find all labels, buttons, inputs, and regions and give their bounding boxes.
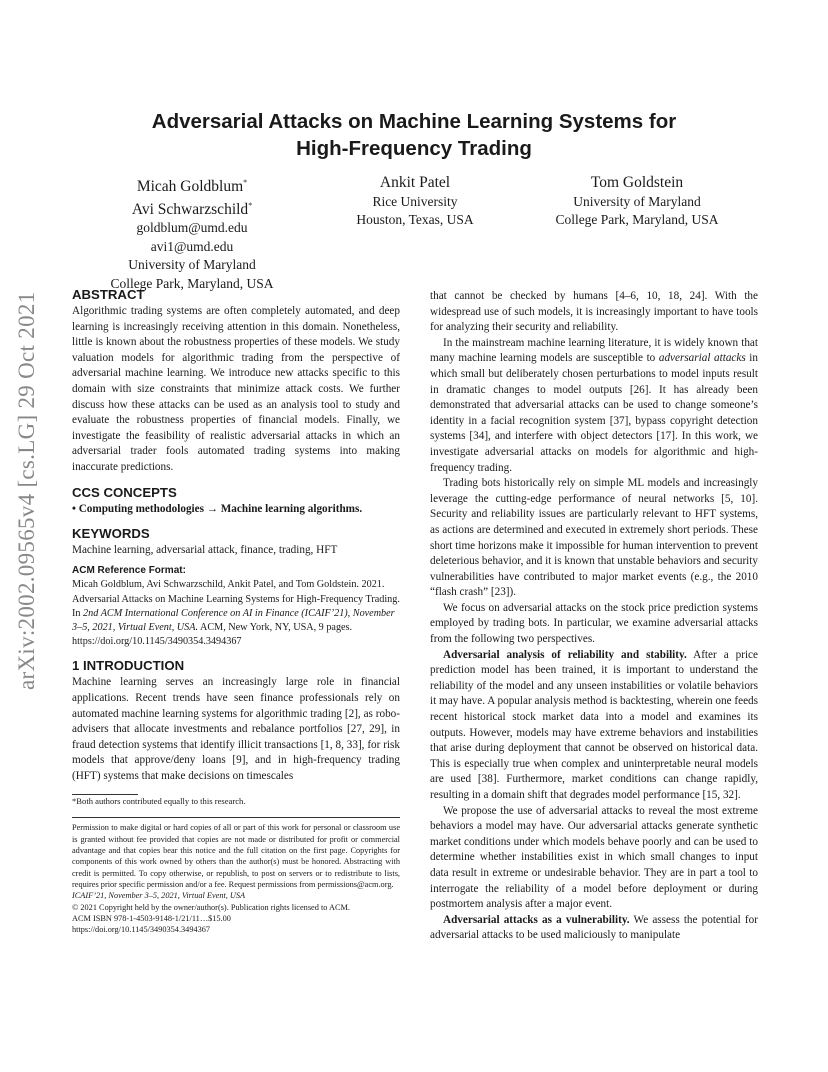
- footnote-text: *Both authors contributed equally to this research.: [72, 796, 246, 807]
- paragraph-heading-vulnerability: Adversarial attacks as a vulnerability.: [443, 913, 630, 926]
- intro-paragraph-2-b: in which small but deliberately chosen perturbations to model inputs result in dramatic changes to model outputs [26]. It has already been demonstrated that adversarial attacks can be used to change someone’s identity in a facial recognition system [37], bypass copyright detection systems [34], and interfere with object detectors [17]. In this work, we investigate adversarial attacks on models for algorithmic and high-frequency trading.: [430, 352, 759, 474]
- intro-paragraph-7: [430, 913, 758, 944]
- author-name: Tom Goldstein: [590, 174, 684, 191]
- ccs-text: • Computing methodologies → Machine learning algorithms.: [72, 502, 363, 515]
- author-block-patel: [322, 174, 508, 230]
- acm-reference-part-1: Micah Goldblum, Avi Schwarzschild, Ankit Patel, and Tom Goldstein. 2021. Adversarial Attacks on Machine Learning Systems for High-Frequency Trading. In: [72, 579, 400, 619]
- author-email: avi1@umd.edu: [150, 238, 234, 254]
- intro-paragraph-6: We propose the use of adversarial attacks to reveal the most extreme behaviors a model may have. Our adversarial attacks generate synthetic market conditions under which models behave poorly and can be used to determine whether instabilities exist in which small changes to input data result in extreme or undesirable behavior. They are in part a tool to interrogate the reliability of a model before deployment or during postmortem analysis after a major event.: [430, 804, 758, 911]
- author-affiliation: University of Maryland: [573, 193, 701, 209]
- author-block-goldblum-schwarzschild: [92, 174, 292, 293]
- paragraph-heading-reliability: Adversarial analysis of reliability and stability.: [443, 648, 687, 661]
- arxiv-identifier: [14, 290, 54, 690]
- permission-venue: ICAIF’21, November 3–5, 2021, Virtual Event, USA: [72, 891, 246, 901]
- abstract-heading: ABSTRACT: [72, 287, 145, 302]
- author-location: College Park, Maryland, USA: [555, 212, 719, 227]
- intro-paragraph-7-text: We assess the potential for adversarial attacks to be used maliciously to manipulate: [430, 913, 758, 942]
- keywords-heading: KEYWORDS: [72, 526, 150, 542]
- keywords-text: Machine learning, adversarial attack, finance, trading, HFT: [72, 544, 338, 557]
- intro-paragraph-2: [430, 336, 758, 476]
- permission-isbn: ACM ISBN 978-1-4503-9148-1/21/11…$15.00: [72, 913, 231, 923]
- permission-rule: [72, 817, 400, 818]
- title-line-2: High-Frequency Trading: [296, 137, 532, 160]
- author-name: Micah Goldblum*: [136, 178, 248, 195]
- acm-reference-heading: ACM Reference Format:: [72, 564, 186, 576]
- acm-reference-part-2: ACM, New York, NY, USA, 9 pages. https://doi.org/10.1145/3490354.3494367: [72, 621, 353, 648]
- author-block-goldstein: [530, 174, 744, 230]
- equal-contribution-mark: *: [248, 200, 253, 210]
- permission-copyright: © 2021 Copyright held by the owner/author(s). Publication rights licensed to ACM.: [72, 902, 350, 912]
- introduction-text: Machine learning serves an increasingly large role in financial applications. Recent trends have seen finance professionals rely on automated machine learning systems for algorithmic trading [2], as robo-advisers that allocate investments and rebalance portfolios [27, 29], in fraud detection systems that identify illicit transactions [1, 8, 33], for risk models that approve/deny loans [9], and in high-frequency trading (HFT) systems that make decisions on timescales: [72, 676, 400, 782]
- permission-doi: https://doi.org/10.1145/3490354.3494367: [72, 925, 211, 935]
- author-affiliation: University of Maryland: [128, 257, 256, 272]
- title-line-1: Adversarial Attacks on Machine Learning Systems for: [151, 110, 677, 133]
- permission-text: Permission to make digital or hard copies of all or part of this work for personal or classroom use is granted without fee provided that copies are not made or distributed for profit or commercial advantage and that copies bear this notice and the full citation on the first page. Copyrights for components of this work owned by others than the author(s) must be honored. Abstracting with credit is permitted. To copy otherwise, or republish, to post on servers or to redistribute to lists, requires prior specific permission and/or a fee. Request permissions from permissions@acm.org.: [72, 823, 400, 889]
- permission-block: [72, 822, 400, 935]
- acm-reference-venue: 2nd ACM International Conference on AI in Finance (ICAIF’21), November 3–5, 2021, Virtual Event, USA.: [72, 607, 395, 633]
- author-affiliation: Rice University: [372, 193, 458, 209]
- right-column: [430, 289, 758, 944]
- author-email: goldblum@umd.edu: [136, 220, 248, 235]
- acm-reference-text: [72, 578, 400, 649]
- equal-contribution-mark: *: [243, 178, 248, 187]
- intro-paragraph-1: that cannot be checked by humans [4–6, 10, 18, 24]. With the widespread use of such models, it is increasingly important to have tools for analyzing their security and reliability.: [430, 290, 758, 334]
- intro-paragraph-5-text: After a price prediction model has been trained, it is important to understand the reliability of the model and any unseen instabilities or volatile behaviors it may have. A popular analysis method is backtesting, wherein one feeds recent historical stock market data into a model and examines its outputs. However, models may have extreme behaviors and instabilities that arise during deployment that cannot be observed on historical data. This is especially true when complex and uninterpretable neural models are used [38]. Furthermore, market conditions can change rapidly, resulting in a domain shift that degrades model performance [15, 32].: [430, 648, 758, 801]
- intro-paragraph-3: Trading bots historically rely on simple ML models and increasingly leverage the cutting-edge performance of neural networks [5, 10]. Security and reliability issues are particularly relevant to HFT systems, as actions are determined and executed in extremely short periods. These short time horizons make it impossible for human intervention to prevent deleterious behavior, and it is known that unstable behaviors and security vulnerabilities have contributed to major market events (e.g., the 2010 “flash crash” [23]).: [430, 477, 758, 599]
- author-location: College Park, Maryland, USA: [110, 275, 274, 291]
- arxiv-identifier-text: arXiv:2002.09565v4 [cs.LG] 29 Oct 2021: [14, 291, 39, 690]
- left-column: [72, 286, 400, 935]
- paper-title: [72, 108, 756, 162]
- intro-paragraph-2-a: In the mainstream machine learning literature, it is widely known that many machine learning models are susceptible to: [430, 336, 758, 365]
- abstract-text: Algorithmic trading systems are often completely automated, and deep learning is increasingly receiving attention in this domain. Nonetheless, little is known about the robustness properties of these models. We study valuation models for algorithmic trading from the perspective of adversarial machine learning. We introduce new attacks specific to this domain with size constraints that minimize attack costs. We further discuss how these attacks can be used as an analysis tool to study and evaluate the robustness properties of financial models. Finally, we investigate the feasibility of realistic adversarial attacks in which an adversarial trader fools automated trading systems into making inaccurate predictions.: [72, 305, 400, 473]
- ccs-heading: CCS CONCEPTS: [72, 484, 177, 500]
- author-name: Ankit Patel: [379, 174, 451, 191]
- author-location: Houston, Texas, USA: [356, 212, 474, 227]
- intro-paragraph-5: [430, 648, 758, 804]
- intro-paragraph-4: We focus on adversarial attacks on the stock price prediction systems employed by trading bots. In particular, we examine adversarial attacks from the following two perspectives.: [430, 601, 758, 646]
- introduction-heading: 1 INTRODUCTION: [72, 658, 185, 674]
- intro-term-adversarial-attacks: adversarial attacks: [658, 352, 746, 365]
- author-name: Avi Schwarzschild*: [131, 200, 253, 218]
